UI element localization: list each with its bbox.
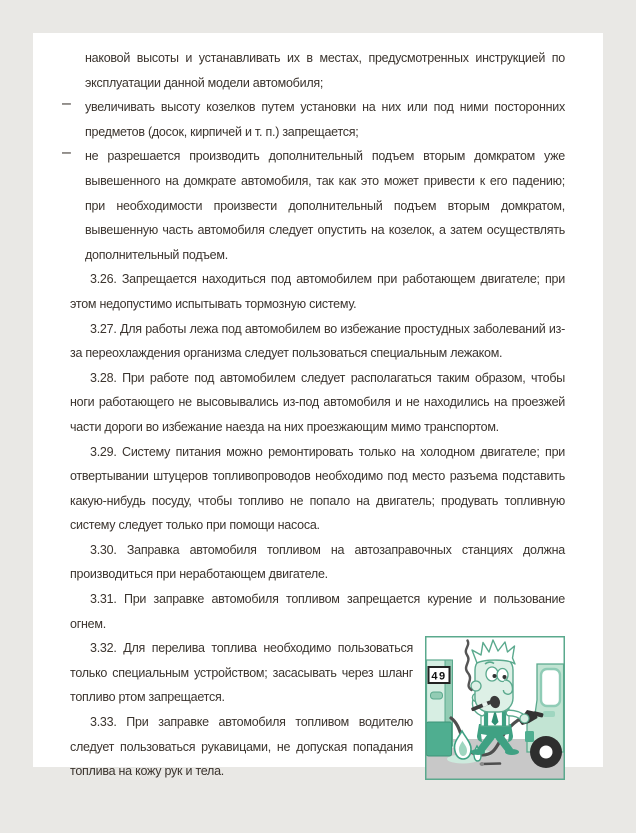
bullet-item-2-text: не разрешается производить дополнительный подъем вторым домкратом уже вывешенного на домкрате автомобиля, так как это может привести к его падению; при необходимости произвести дополнительный подъем вторым домкратом, вывешенную часть автомобиля следует опустить на козелок, а затем осуществлять дополнительный подъем. [85,149,565,262]
bullet-item-1 [62,95,565,144]
bullet-dash: – [62,144,71,162]
car-mudguard [525,731,534,742]
document-page [33,33,603,779]
bullet-item-2 [62,144,565,267]
paragraph-3-30: 3.30. Заправка автомобиля топливом на автозаправочных станциях должна производиться при неработающем двигателе. [70,542,565,582]
desktop-background [0,33,636,833]
paragraph-3-27: 3.27. Для работы лежа под автомобилем во избежание простудных заболеваний из-за переохлаждения организма следует пользоваться специальным лежаком. [70,321,565,361]
refueling-warning-illustration [425,636,565,780]
document-text [62,46,565,784]
pump-base [427,722,452,756]
car-window [541,669,560,706]
bullet-dash: – [62,95,71,113]
right-hand [520,714,529,723]
paragraph-3-28: 3.28. При работе под автомобилем следует располагаться таким образом, чтобы ноги работающего не высовывались из-под автомобиля и не находились на проезжей части дороги во избежание наезда на них проезжающим мимо транспортом. [70,370,565,434]
paragraph-continuation: наковой высоты и устанавливать их в местах, предусмотренных инструкцией по эксплуатации данной модели автомобиля; [85,51,565,90]
paragraph-3-32: 3.32. Для перелива топлива необходимо пользоваться только специальным устройством; засасывать через шланг топливо ртом запрещается. [70,641,413,705]
paragraph-3-33: 3.33. При заправке автомобиля топливом водителю следует пользоваться рукавицами, не допуская попадания топлива на кожу рук и тела. [70,715,413,779]
eye-left [486,667,498,681]
refueling-cartoon-svg [425,636,565,780]
paragraph-3-29: 3.29. Систему питания можно ремонтировать только на холодном двигателе; при отвертывании штуцеров топливопроводов необходимо под место разъема подставить какую-нибудь посуду, чтобы топливо не попало на двигатель; продувать топливную систему следует только при помощи насоса. [70,444,565,533]
bullet-item-1-text: увеличивать высоту козелков путем установки на них или под ними посторонних предметов (досок, кирпичей и т. п.) запрещается; [85,100,565,139]
gas-pump [427,660,453,756]
paragraph-3-26: 3.26. Запрещается находиться под автомобилем при работающем двигателе; при этом недопустимо испытывать тормозную систему. [70,272,565,311]
pump-display-digits: 49 [431,670,447,683]
paragraph-3-31: 3.31. При заправке автомобиля топливом запрещается курение и пользование огнем. [70,592,565,631]
